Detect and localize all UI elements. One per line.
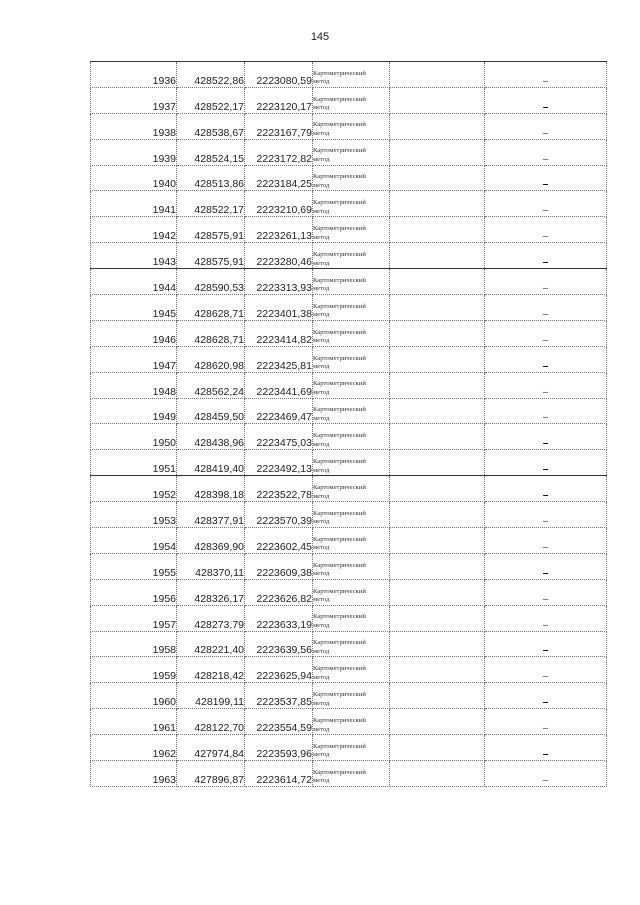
empty-cell bbox=[390, 528, 485, 554]
y-coordinate-cell: 2223626,82 bbox=[245, 579, 313, 605]
method-line-2: метод bbox=[313, 544, 330, 552]
point-number-cell: 1956 bbox=[91, 579, 177, 605]
point-number-cell: 1944 bbox=[91, 269, 177, 295]
y-coordinate-cell: 2223280,46 bbox=[245, 243, 313, 269]
dash-cell: – bbox=[485, 528, 607, 554]
x-coordinate-cell: 428628,71 bbox=[177, 295, 245, 321]
method-line-1: Картометрический bbox=[313, 691, 366, 699]
empty-cell bbox=[390, 243, 485, 269]
y-coordinate-cell: 2223593,96 bbox=[245, 735, 313, 761]
dash-cell: – bbox=[485, 579, 607, 605]
empty-cell bbox=[390, 761, 485, 787]
y-coordinate-cell: 2223184,25 bbox=[245, 165, 313, 191]
x-coordinate-cell: 428524,15 bbox=[177, 139, 245, 165]
method-cell bbox=[313, 346, 390, 372]
empty-cell bbox=[390, 165, 485, 191]
table-row bbox=[91, 424, 607, 450]
y-coordinate-cell: 2223167,79 bbox=[245, 113, 313, 139]
x-coordinate-cell: 428221,40 bbox=[177, 631, 245, 657]
table-row bbox=[91, 87, 607, 113]
dash-cell: – bbox=[485, 113, 607, 139]
y-coordinate-cell: 2223492,13 bbox=[245, 450, 313, 476]
x-coordinate-cell: 428590,53 bbox=[177, 269, 245, 295]
table-row bbox=[91, 735, 607, 761]
method-line-1: Картометрический bbox=[313, 328, 366, 336]
method-line-1: Картометрический bbox=[313, 276, 366, 284]
method-cell bbox=[313, 761, 390, 787]
method-cell bbox=[313, 243, 390, 269]
table-row bbox=[91, 295, 607, 321]
dash-cell: – bbox=[485, 295, 607, 321]
method-line-1: Картометрический bbox=[313, 509, 366, 517]
point-number-cell: 1949 bbox=[91, 398, 177, 424]
method-line-1: Картометрический bbox=[313, 173, 366, 181]
method-line-2: метод bbox=[313, 363, 330, 371]
y-coordinate-cell: 2223522,78 bbox=[245, 476, 313, 502]
dash-cell: – bbox=[485, 269, 607, 295]
dash-cell: – bbox=[485, 709, 607, 735]
x-coordinate-cell: 428459,50 bbox=[177, 398, 245, 424]
table-row bbox=[91, 346, 607, 372]
method-cell bbox=[313, 269, 390, 295]
method-line-2: метод bbox=[313, 181, 330, 189]
table-row bbox=[91, 761, 607, 787]
table-row bbox=[91, 139, 607, 165]
table-row bbox=[91, 113, 607, 139]
point-number-cell: 1951 bbox=[91, 450, 177, 476]
empty-cell bbox=[390, 450, 485, 476]
dash-cell: – bbox=[485, 450, 607, 476]
table-row bbox=[91, 450, 607, 476]
method-line-2: метод bbox=[313, 337, 330, 345]
method-line-1: Картометрический bbox=[313, 380, 366, 388]
method-line-1: Картометрический bbox=[313, 121, 366, 129]
method-line-2: метод bbox=[313, 233, 330, 241]
table-body bbox=[91, 62, 607, 787]
point-number-cell: 1939 bbox=[91, 139, 177, 165]
dash-cell: – bbox=[485, 605, 607, 631]
dash-cell: – bbox=[485, 553, 607, 579]
y-coordinate-cell: 2223475,03 bbox=[245, 424, 313, 450]
point-number-cell: 1940 bbox=[91, 165, 177, 191]
empty-cell bbox=[390, 320, 485, 346]
dash-cell: – bbox=[485, 87, 607, 113]
table-row bbox=[91, 657, 607, 683]
table-row bbox=[91, 191, 607, 217]
table-row bbox=[91, 398, 607, 424]
table-row bbox=[91, 709, 607, 735]
method-cell bbox=[313, 62, 390, 88]
dash-cell: – bbox=[485, 62, 607, 88]
y-coordinate-cell: 2223172,82 bbox=[245, 139, 313, 165]
empty-cell bbox=[390, 295, 485, 321]
method-line-2: метод bbox=[313, 673, 330, 681]
method-cell bbox=[313, 113, 390, 139]
method-cell bbox=[313, 320, 390, 346]
method-line-1: Картометрический bbox=[313, 432, 366, 440]
point-number-cell: 1958 bbox=[91, 631, 177, 657]
x-coordinate-cell: 427974,84 bbox=[177, 735, 245, 761]
point-number-cell: 1947 bbox=[91, 346, 177, 372]
empty-cell bbox=[390, 735, 485, 761]
dash-cell: – bbox=[485, 398, 607, 424]
method-line-1: Картометрический bbox=[313, 742, 366, 750]
y-coordinate-cell: 2223602,45 bbox=[245, 528, 313, 554]
method-line-1: Картометрический bbox=[313, 768, 366, 776]
method-line-2: метод bbox=[313, 388, 330, 396]
method-line-1: Картометрический bbox=[313, 95, 366, 103]
method-cell bbox=[313, 295, 390, 321]
empty-cell bbox=[390, 113, 485, 139]
method-line-2: метод bbox=[313, 259, 330, 267]
point-number-cell: 1950 bbox=[91, 424, 177, 450]
table-row bbox=[91, 528, 607, 554]
dash-cell: – bbox=[485, 139, 607, 165]
method-line-2: метод bbox=[313, 518, 330, 526]
x-coordinate-cell: 428326,17 bbox=[177, 579, 245, 605]
method-cell bbox=[313, 735, 390, 761]
method-line-1: Картометрический bbox=[313, 302, 366, 310]
method-line-2: метод bbox=[313, 466, 330, 474]
point-number-cell: 1959 bbox=[91, 657, 177, 683]
method-cell bbox=[313, 398, 390, 424]
method-line-2: метод bbox=[313, 155, 330, 163]
method-cell bbox=[313, 528, 390, 554]
y-coordinate-cell: 2223080,59 bbox=[245, 62, 313, 88]
method-cell bbox=[313, 191, 390, 217]
x-coordinate-cell: 428538,67 bbox=[177, 113, 245, 139]
method-cell bbox=[313, 631, 390, 657]
x-coordinate-cell: 428522,17 bbox=[177, 87, 245, 113]
dash-cell: – bbox=[485, 424, 607, 450]
x-coordinate-cell: 428218,42 bbox=[177, 657, 245, 683]
method-line-2: метод bbox=[313, 207, 330, 215]
method-line-2: метод bbox=[313, 596, 330, 604]
coordinates-table bbox=[90, 61, 607, 787]
point-number-cell: 1936 bbox=[91, 62, 177, 88]
method-line-1: Картометрический bbox=[313, 406, 366, 414]
point-number-cell: 1937 bbox=[91, 87, 177, 113]
y-coordinate-cell: 2223570,39 bbox=[245, 502, 313, 528]
dash-cell: – bbox=[485, 735, 607, 761]
empty-cell bbox=[390, 424, 485, 450]
x-coordinate-cell: 428377,91 bbox=[177, 502, 245, 528]
x-coordinate-cell: 428575,91 bbox=[177, 217, 245, 243]
method-line-2: метод bbox=[313, 311, 330, 319]
method-line-1: Картометрический bbox=[313, 354, 366, 362]
dash-cell: – bbox=[485, 476, 607, 502]
y-coordinate-cell: 2223537,85 bbox=[245, 683, 313, 709]
method-line-2: метод bbox=[313, 492, 330, 500]
empty-cell bbox=[390, 62, 485, 88]
table-row bbox=[91, 683, 607, 709]
method-line-1: Картометрический bbox=[313, 613, 366, 621]
x-coordinate-cell: 428199,11 bbox=[177, 683, 245, 709]
empty-cell bbox=[390, 579, 485, 605]
empty-cell bbox=[390, 553, 485, 579]
table-row bbox=[91, 605, 607, 631]
point-number-cell: 1953 bbox=[91, 502, 177, 528]
x-coordinate-cell: 427896,87 bbox=[177, 761, 245, 787]
y-coordinate-cell: 2223313,93 bbox=[245, 269, 313, 295]
method-cell bbox=[313, 87, 390, 113]
x-coordinate-cell: 428513,86 bbox=[177, 165, 245, 191]
x-coordinate-cell: 428273,79 bbox=[177, 605, 245, 631]
method-cell bbox=[313, 450, 390, 476]
empty-cell bbox=[390, 476, 485, 502]
method-line-1: Картометрический bbox=[313, 199, 366, 207]
method-line-2: метод bbox=[313, 414, 330, 422]
method-line-2: метод bbox=[313, 622, 330, 629]
point-number-cell: 1955 bbox=[91, 553, 177, 579]
point-number-cell: 1941 bbox=[91, 191, 177, 217]
page-number: 145 bbox=[310, 31, 330, 43]
method-line-2: метод bbox=[313, 725, 330, 733]
point-number-cell: 1946 bbox=[91, 320, 177, 346]
dash-cell: – bbox=[485, 191, 607, 217]
method-cell bbox=[313, 217, 390, 243]
point-number-cell: 1952 bbox=[91, 476, 177, 502]
method-line-2: метод bbox=[313, 285, 330, 293]
x-coordinate-cell: 428438,96 bbox=[177, 424, 245, 450]
method-line-1: Картометрический bbox=[313, 587, 366, 595]
x-coordinate-cell: 428628,71 bbox=[177, 320, 245, 346]
x-coordinate-cell: 428620,98 bbox=[177, 346, 245, 372]
point-number-cell: 1954 bbox=[91, 528, 177, 554]
point-number-cell: 1960 bbox=[91, 683, 177, 709]
dash-cell: – bbox=[485, 320, 607, 346]
empty-cell bbox=[390, 605, 485, 631]
method-cell bbox=[313, 424, 390, 450]
method-cell bbox=[313, 139, 390, 165]
y-coordinate-cell: 2223261,13 bbox=[245, 217, 313, 243]
y-coordinate-cell: 2223414,82 bbox=[245, 320, 313, 346]
empty-cell bbox=[390, 502, 485, 528]
empty-cell bbox=[390, 269, 485, 295]
empty-cell bbox=[390, 139, 485, 165]
table-row bbox=[91, 217, 607, 243]
empty-cell bbox=[390, 657, 485, 683]
dash-cell: – bbox=[485, 165, 607, 191]
dash-cell: – bbox=[485, 217, 607, 243]
method-line-2: метод bbox=[313, 104, 330, 112]
y-coordinate-cell: 2223639,56 bbox=[245, 631, 313, 657]
dash-cell: – bbox=[485, 657, 607, 683]
x-coordinate-cell: 428419,40 bbox=[177, 450, 245, 476]
method-cell bbox=[313, 553, 390, 579]
method-line-2: метод bbox=[313, 570, 330, 578]
point-number-cell: 1957 bbox=[91, 605, 177, 631]
y-coordinate-cell: 2223120,17 bbox=[245, 87, 313, 113]
method-line-2: метод bbox=[313, 78, 330, 86]
method-cell bbox=[313, 709, 390, 735]
method-line-2: метод bbox=[313, 751, 330, 759]
point-number-cell: 1961 bbox=[91, 709, 177, 735]
y-coordinate-cell: 2223441,69 bbox=[245, 372, 313, 398]
x-coordinate-cell: 428369,90 bbox=[177, 528, 245, 554]
dash-cell: – bbox=[485, 243, 607, 269]
y-coordinate-cell: 2223469,47 bbox=[245, 398, 313, 424]
table-row bbox=[91, 320, 607, 346]
y-coordinate-cell: 2223210,69 bbox=[245, 191, 313, 217]
x-coordinate-cell: 428575,91 bbox=[177, 243, 245, 269]
y-coordinate-cell: 2223609,38 bbox=[245, 553, 313, 579]
x-coordinate-cell: 428398,18 bbox=[177, 476, 245, 502]
y-coordinate-cell: 2223554,59 bbox=[245, 709, 313, 735]
method-line-2: метод bbox=[313, 440, 330, 448]
empty-cell bbox=[390, 709, 485, 735]
dash-cell: – bbox=[485, 683, 607, 709]
point-number-cell: 1945 bbox=[91, 295, 177, 321]
x-coordinate-cell: 428522,17 bbox=[177, 191, 245, 217]
x-coordinate-cell: 428370,11 bbox=[177, 553, 245, 579]
table-row bbox=[91, 502, 607, 528]
empty-cell bbox=[390, 346, 485, 372]
method-line-1: Картометрический bbox=[313, 535, 366, 543]
empty-cell bbox=[390, 87, 485, 113]
method-cell bbox=[313, 502, 390, 528]
method-cell bbox=[313, 165, 390, 191]
empty-cell bbox=[390, 683, 485, 709]
point-number-cell: 1963 bbox=[91, 761, 177, 787]
point-number-cell: 1938 bbox=[91, 113, 177, 139]
method-cell bbox=[313, 579, 390, 605]
table-row bbox=[91, 476, 607, 502]
dash-cell: – bbox=[485, 502, 607, 528]
table-row bbox=[91, 62, 607, 88]
point-number-cell: 1962 bbox=[91, 735, 177, 761]
method-line-1: Картометрический bbox=[313, 225, 366, 233]
method-line-1: Картометрический bbox=[313, 250, 366, 258]
method-line-2: метод bbox=[313, 647, 330, 655]
dash-cell: – bbox=[485, 346, 607, 372]
x-coordinate-cell: 428122,70 bbox=[177, 709, 245, 735]
y-coordinate-cell: 2223625,94 bbox=[245, 657, 313, 683]
table-row bbox=[91, 372, 607, 398]
method-line-2: метод bbox=[313, 130, 330, 138]
table-row bbox=[91, 165, 607, 191]
method-cell bbox=[313, 605, 390, 631]
method-line-1: Картометрический bbox=[313, 458, 366, 466]
method-line-1: Картометрический bbox=[313, 561, 366, 569]
y-coordinate-cell: 2223633,19 bbox=[245, 605, 313, 631]
table-row bbox=[91, 243, 607, 269]
dash-cell: – bbox=[485, 372, 607, 398]
empty-cell bbox=[390, 372, 485, 398]
x-coordinate-cell: 428562,24 bbox=[177, 372, 245, 398]
method-line-2: метод bbox=[313, 699, 330, 707]
method-line-2: метод bbox=[313, 777, 330, 785]
method-line-1: Картометрический bbox=[313, 69, 366, 77]
table-row bbox=[91, 553, 607, 579]
table-row bbox=[91, 579, 607, 605]
y-coordinate-cell: 2223614,72 bbox=[245, 761, 313, 787]
y-coordinate-cell: 2223425,81 bbox=[245, 346, 313, 372]
method-cell bbox=[313, 657, 390, 683]
empty-cell bbox=[390, 631, 485, 657]
method-line-1: Картометрический bbox=[313, 147, 366, 155]
method-cell bbox=[313, 372, 390, 398]
empty-cell bbox=[390, 217, 485, 243]
point-number-cell: 1942 bbox=[91, 217, 177, 243]
table-row bbox=[91, 631, 607, 657]
method-line-1: Картометрический bbox=[313, 716, 366, 724]
dash-cell: – bbox=[485, 761, 607, 787]
method-line-1: Картометрический bbox=[313, 483, 366, 491]
method-line-1: Картометрический bbox=[313, 665, 366, 673]
empty-cell bbox=[390, 191, 485, 217]
method-cell bbox=[313, 683, 390, 709]
y-coordinate-cell: 2223401,38 bbox=[245, 295, 313, 321]
point-number-cell: 1943 bbox=[91, 243, 177, 269]
empty-cell bbox=[390, 398, 485, 424]
table-row bbox=[91, 269, 607, 295]
dash-cell: – bbox=[485, 631, 607, 657]
method-line-1: Картометрический bbox=[313, 639, 366, 647]
point-number-cell: 1948 bbox=[91, 372, 177, 398]
method-cell bbox=[313, 476, 390, 502]
x-coordinate-cell: 428522,86 bbox=[177, 62, 245, 88]
